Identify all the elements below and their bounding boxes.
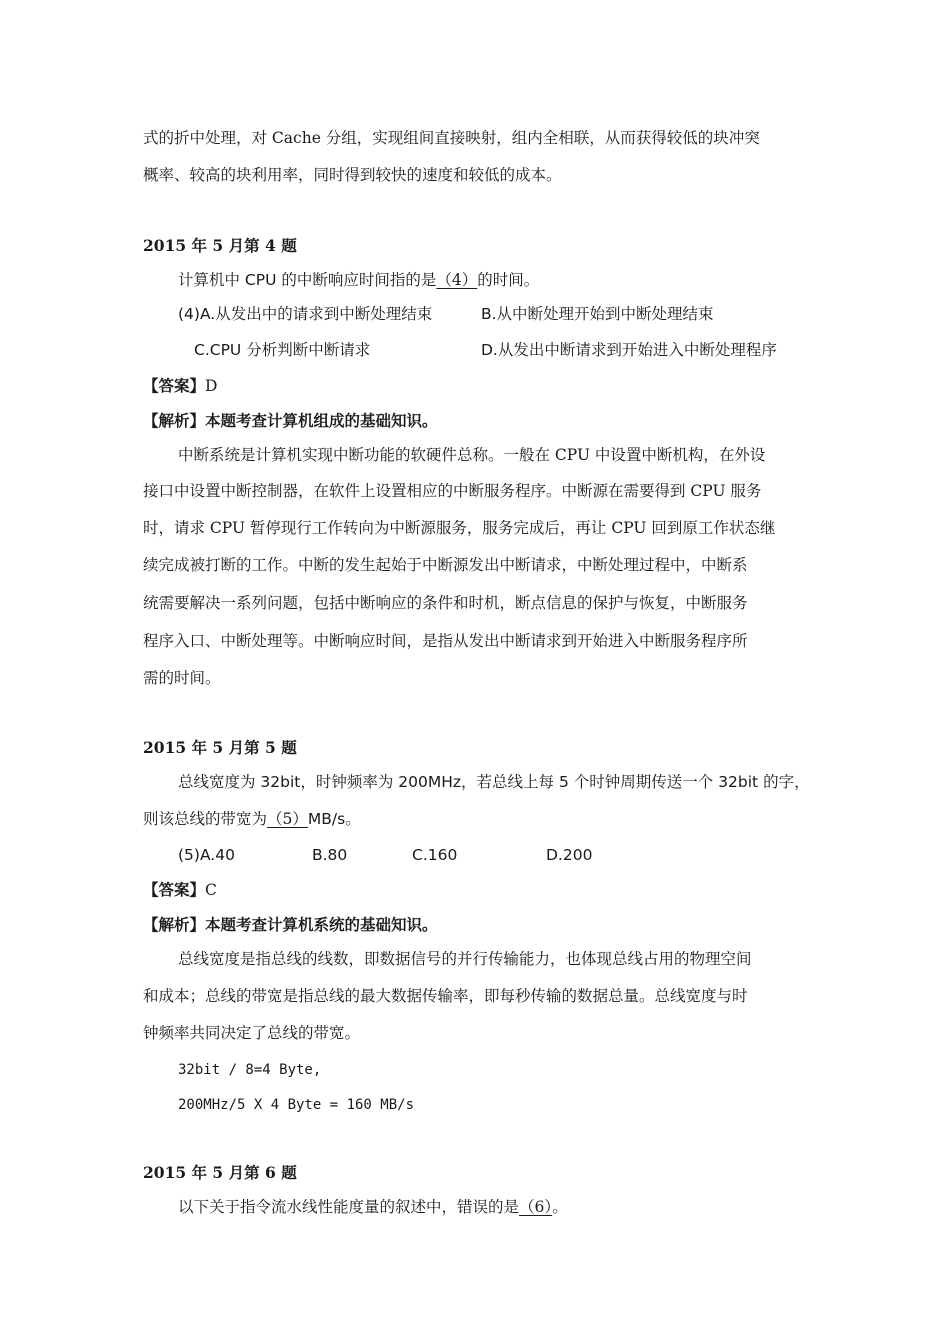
option-a: (5)A.40: [178, 846, 235, 864]
analysis-line: 和成本；总线的带宽是指总线的最大数据传输率，即每秒传输的数据总量。总线宽度与时: [143, 987, 748, 1005]
answer-label: 【答案】: [143, 376, 206, 395]
answer-value: C: [205, 881, 217, 899]
analysis-label: 【解析】本题考查计算机组成的基础知识。: [143, 411, 438, 430]
question-4-stem: [178, 270, 539, 290]
answer-line: [143, 880, 217, 900]
question-4-heading: 2015 年 5 月第 4 题: [143, 236, 297, 255]
analysis-line: 程序入口、中断处理等。中断响应时间，是指从发出中断请求到开始进入中断服务程序所: [143, 632, 748, 650]
stem-text: 。: [552, 1198, 568, 1216]
answer-blank: （4）: [436, 271, 478, 289]
option-a: (4)A.从发出中的请求到中断处理结束: [178, 305, 433, 323]
stem-text: 的时间。: [477, 271, 540, 289]
option-b: B.从中断处理开始到中断处理结束: [481, 305, 714, 323]
analysis-line: 统需要解决一系列问题，包括中断响应的条件和时机，断点信息的保护与恢复，中断服务: [143, 594, 748, 612]
stem-text: 计算机中 CPU 的中断响应时间指的是: [178, 271, 437, 289]
calculation-line: 32bit / 8=4 Byte,: [178, 1062, 322, 1078]
question-5-stem-line: 总线宽度为 32bit，时钟频率为 200MHz，若总线上每 5 个时钟周期传送一个 32bit 的字，: [178, 773, 810, 791]
stem-text: MB/s。: [307, 810, 361, 828]
calculation-line: 200MHz/5 X 4 Byte = 160 MB/s: [178, 1097, 415, 1113]
analysis-line: 续完成被打断的工作。中断的发生起始于中断源发出中断请求，中断处理过程中，中断系: [143, 556, 748, 574]
question-6-heading: 2015 年 5 月第 6 题: [143, 1163, 297, 1182]
option-c: C.CPU 分析判断中断请求: [194, 341, 371, 359]
analysis-label: 【解析】本题考查计算机系统的基础知识。: [143, 915, 438, 934]
analysis-line: 接口中设置中断控制器，在软件上设置相应的中断服务程序。中断源在需要得到 CPU 服务: [143, 482, 762, 500]
analysis-line: 时，请求 CPU 暂停现行工作转向为中断源服务，服务完成后，再让 CPU 回到原工作状态继: [143, 519, 776, 537]
answer-label: 【答案】: [143, 880, 206, 899]
analysis-line: 总线宽度是指总线的线数，即数据信号的并行传输能力，也体现总线占用的物理空间: [178, 950, 752, 968]
analysis-line: 钟频率共同决定了总线的带宽。: [143, 1024, 361, 1042]
stem-text: 以下关于指令流水线性能度量的叙述中，错误的是: [178, 1198, 520, 1216]
question-5-stem-line: [143, 809, 361, 829]
prev-paragraph-line: 式的折中处理，对 Cache 分组，实现组间直接映射，组内全相联，从而获得较低的块冲突: [143, 129, 760, 147]
answer-value: D: [205, 377, 218, 395]
question-5-heading: 2015 年 5 月第 5 题: [143, 738, 297, 757]
option-d: D.从发出中断请求到开始进入中断处理程序: [481, 341, 777, 359]
question-6-stem: [178, 1197, 568, 1217]
prev-paragraph-line: 概率、较高的块利用率，同时得到较快的速度和较低的成本。: [143, 166, 562, 184]
analysis-line: 中断系统是计算机实现中断功能的软硬件总称。一般在 CPU 中设置中断机构，在外设: [178, 446, 766, 464]
stem-text: 则该总线的带宽为: [143, 810, 268, 828]
answer-blank: （6）: [519, 1198, 553, 1216]
option-c: C.160: [412, 846, 458, 864]
answer-line: [143, 376, 217, 396]
analysis-line: 需的时间。: [143, 669, 221, 687]
answer-blank: （5）: [267, 810, 308, 828]
option-b: B.80: [312, 846, 348, 864]
option-d: D.200: [546, 846, 593, 864]
